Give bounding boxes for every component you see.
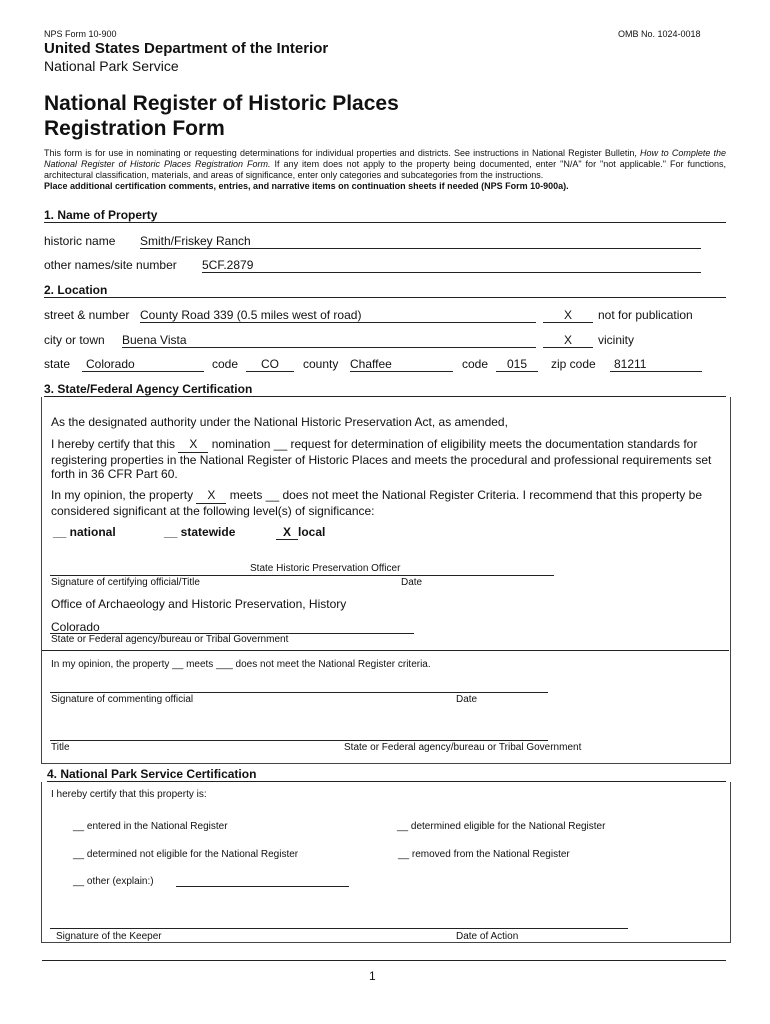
- nomination-mark[interactable]: X: [178, 437, 208, 453]
- section2-heading: 2. Location: [44, 283, 726, 298]
- commenting-signature-label: Signature of commenting official: [51, 694, 194, 705]
- other-explain-line[interactable]: [176, 886, 349, 887]
- county-value: Chaffee: [350, 357, 392, 371]
- historic-name-label: historic name: [44, 234, 116, 248]
- option-removed[interactable]: __ removed from the National Register: [398, 849, 570, 860]
- other-names-label: other names/site number: [44, 258, 177, 272]
- authority-statement: As the designated authority under the National Historic Preservation Act, as amended,: [51, 415, 508, 429]
- department-title: United States Department of the Interior: [44, 40, 329, 57]
- section4-heading: 4. National Park Service Certification: [47, 767, 726, 782]
- zip-value: 81211: [614, 357, 647, 371]
- certify-statement: I hereby certify that this X nomination __ request for determination of eligibility meets the documentation standards for registering properties in the National Register of Historic Places and meets the procedural and professional requirements set forth in 36 CFR Part 60.: [51, 437, 712, 481]
- option-entered[interactable]: __ entered in the National Register: [73, 821, 228, 832]
- street-label: street & number: [44, 308, 130, 322]
- county-code-label: code: [462, 357, 489, 371]
- intro-italic: How to Complete the National Register of Historic Places Registration Form.: [44, 148, 727, 169]
- state-value: Colorado: [86, 357, 135, 371]
- commenting-date-label: Date: [456, 694, 478, 705]
- title-label: Title: [51, 742, 70, 753]
- not-for-publication-label: not for publication: [598, 308, 693, 322]
- agency-title: National Park Service: [44, 58, 179, 74]
- city-field[interactable]: [122, 333, 536, 348]
- county-field[interactable]: [350, 357, 453, 372]
- date-of-action-label: Date of Action: [456, 931, 519, 942]
- state-label: state: [44, 357, 71, 371]
- option-not-eligible[interactable]: __ determined not eligible for the National Register: [73, 849, 299, 860]
- level-local[interactable]: X local: [276, 525, 325, 540]
- other-names-field[interactable]: [202, 258, 701, 273]
- officer-title: State Historic Preservation Officer: [250, 563, 401, 574]
- intro-bold-line: Place additional certification comments, entries, and narrative items on continuation sheets if needed (NPS Form 10-900a).: [44, 181, 569, 191]
- form-title-line1: National Register of Historic Places: [44, 92, 399, 115]
- commenting-opinion: In my opinion, the property __ meets ___ does not meet the National Register criteria.: [51, 659, 431, 670]
- level-national[interactable]: __ national: [53, 525, 116, 539]
- page-number: 1: [369, 969, 376, 983]
- intro-paragraph: [44, 148, 726, 192]
- state-code-field[interactable]: CO: [246, 357, 294, 372]
- form-number: NPS Form 10-900: [44, 29, 117, 39]
- footer-rule: [42, 960, 726, 961]
- omb-number: OMB No. 1024-0018: [618, 29, 701, 39]
- zip-label: zip code: [551, 357, 596, 371]
- office-state: Colorado: [51, 620, 100, 634]
- vicinity-label: vicinity: [598, 333, 635, 347]
- level-statewide[interactable]: __ statewide: [164, 525, 236, 539]
- option-eligible[interactable]: __ determined eligible for the National Register: [397, 821, 606, 832]
- street-field[interactable]: [140, 308, 536, 323]
- county-code-field[interactable]: 015: [496, 357, 538, 372]
- agency-label-2: State or Federal agency/bureau or Tribal Government: [344, 742, 582, 753]
- section3-heading: 3. State/Federal Agency Certification: [44, 382, 726, 397]
- certifying-signature-label: Signature of certifying official/Title: [51, 577, 200, 588]
- city-label: city or town: [44, 333, 105, 347]
- zip-field[interactable]: [610, 357, 702, 372]
- office-name: Office of Archaeology and Historic Preservation, History: [51, 597, 347, 611]
- nps-certify-statement: I hereby certify that this property is:: [51, 789, 207, 800]
- vicinity-checkbox[interactable]: X: [543, 333, 593, 348]
- local-mark: X: [276, 525, 298, 540]
- opinion-statement: In my opinion, the property X meets __ does not meet the National Register Criteria. I recommend that this property be considered significant at the following level(s) of significance:: [51, 488, 702, 518]
- not-for-publication-checkbox[interactable]: X: [543, 308, 593, 323]
- section4-box: [41, 782, 731, 943]
- option-other[interactable]: __ other (explain:): [73, 876, 154, 887]
- section1-heading: 1. Name of Property: [44, 208, 726, 223]
- other-names-value: 5CF.2879: [202, 258, 254, 272]
- certifying-date-label: Date: [401, 577, 423, 588]
- keeper-signature-line[interactable]: [50, 928, 628, 929]
- street-value: County Road 339 (0.5 miles west of road): [140, 308, 362, 322]
- county-label: county: [303, 357, 339, 371]
- agency-label: State or Federal agency/bureau or Tribal Government: [51, 634, 289, 645]
- commenting-signature-line[interactable]: [50, 692, 548, 693]
- intro-text-2: If any item does not apply to the property being documented, enter "N/A" for "not applicable." For functions, architectural classification, materials, and areas of significance, enter only categories and subcategories from the instructions.: [44, 159, 727, 180]
- intro-text-1: This form is for use in nominating or requesting determinations for individual properties and districts. See instructions in National Register Bulletin,: [44, 148, 640, 158]
- historic-name-value: Smith/Friskey Ranch: [140, 234, 251, 248]
- keeper-signature-label: Signature of the Keeper: [56, 931, 162, 942]
- city-value: Buena Vista: [122, 333, 187, 347]
- form-title-line2: Registration Form: [44, 117, 225, 140]
- meets-mark[interactable]: X: [196, 488, 226, 504]
- state-code-label: code: [212, 357, 239, 371]
- state-field[interactable]: [82, 357, 204, 372]
- certifying-signature-line[interactable]: [50, 575, 554, 576]
- historic-name-field[interactable]: [140, 234, 701, 249]
- section3-divider: [42, 650, 729, 651]
- title-line[interactable]: [50, 740, 548, 741]
